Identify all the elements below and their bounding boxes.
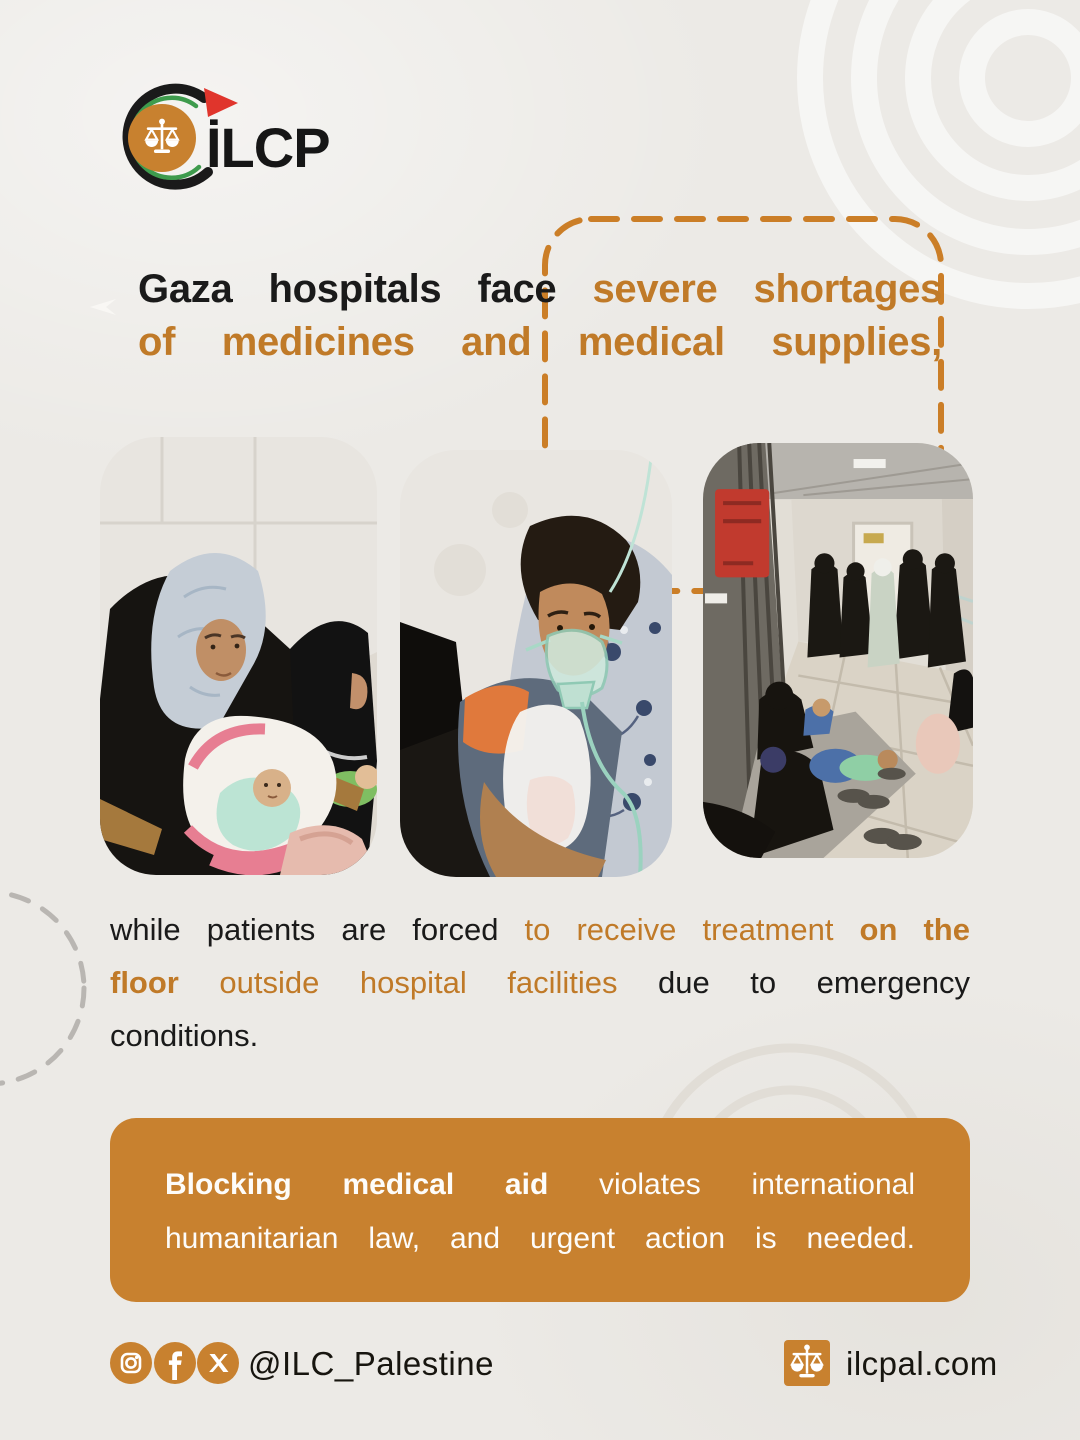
paragraph-run: outside hospital facilities [219, 965, 659, 1000]
callout-line-1 [165, 1158, 915, 1212]
website-url: ilcpal.com [846, 1345, 998, 1382]
headline [138, 263, 942, 369]
paragraph-line-2 [110, 956, 970, 1009]
callout-run: violates international [599, 1168, 915, 1201]
paragraph-run: floor [110, 965, 220, 1000]
headline-line-1 [138, 263, 942, 316]
facebook-icon [154, 1342, 196, 1384]
paragraph-run: on the [859, 912, 970, 947]
photo-corridor-image [703, 443, 973, 858]
logo-red-triangle [204, 88, 238, 117]
paragraph-run: conditions. [110, 1018, 259, 1053]
brand-name: İLCP [206, 116, 330, 179]
photo-corridor [703, 443, 973, 858]
callout-run: humanitarian law, and urgent action is needed. [165, 1222, 915, 1255]
photo-oxygen-mask [400, 450, 672, 877]
paragraph-run: to receive treatment [524, 912, 860, 947]
photo-oxygen-mask-image [400, 450, 672, 877]
headline-line-2 [138, 316, 942, 369]
social-handle: @ILC_Palestine [248, 1345, 494, 1382]
headline-text-black: Gaza hospitals face [138, 267, 593, 311]
x-icon [197, 1342, 239, 1384]
paragraph-line-1 [110, 903, 970, 956]
callout-run-bold: Blocking medical aid [165, 1168, 600, 1201]
photo-waiting-room [100, 437, 377, 875]
headline-text-orange-2: of medicines and medical supplies, [138, 320, 942, 364]
photo-waiting-room-image [100, 437, 377, 875]
small-arrow-decoration [88, 297, 118, 317]
body-paragraph [110, 903, 970, 1062]
callout-box [110, 1118, 970, 1302]
paragraph-line-3 [110, 1009, 970, 1062]
instagram-icon [110, 1342, 152, 1384]
callout-line-2 [165, 1212, 915, 1266]
paragraph-run: due to emergency [658, 965, 970, 1000]
headline-text-orange: severe shortages [592, 267, 942, 311]
website-scales-icon [784, 1340, 830, 1386]
dashed-circle-decoration [0, 878, 127, 1113]
paragraph-run: while patients are forced [110, 912, 525, 947]
